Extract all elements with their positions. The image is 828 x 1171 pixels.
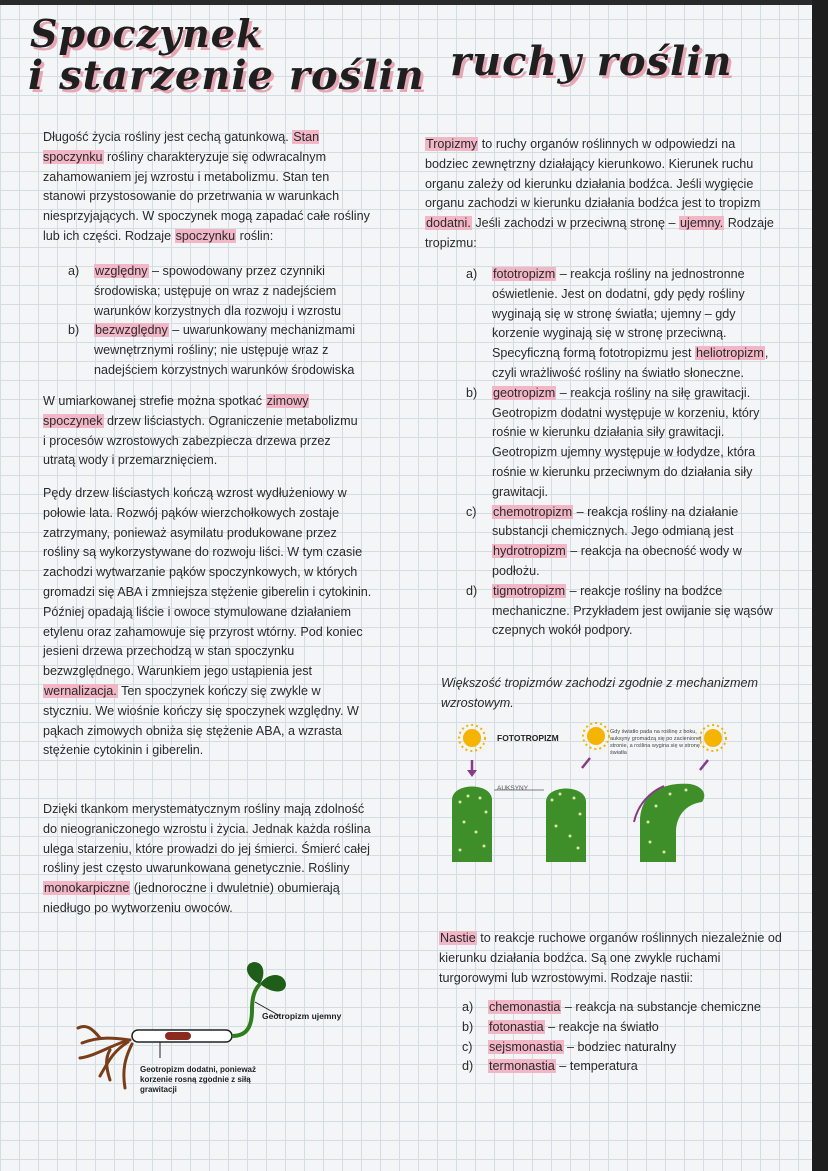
nastie-intro-paragraph: Nastie to reakcje ruchowe organów roślinnych niezależnie od kierunku działania bodźca. Są one zwykle ruchami turgorowymi lub wzrostowymi. Rodzaje nastii: (439, 931, 782, 985)
figure-note: Gdy światło pada na roślinę z boku, auksyny gromadzą się po zacienionej stronie, a roślina wygina się w stronę światła (610, 729, 702, 756)
auxin-label: AUKSYNY (497, 785, 529, 792)
phototropism-figure (450, 722, 750, 867)
roots-drawing (78, 1026, 132, 1088)
geotropism-positive-label: Geotropizm dodatni, ponieważ korzenie rosną zgodnie z siłą grawitacji (140, 1065, 256, 1094)
shoot-auxin-drawing (546, 789, 586, 863)
sun-icon (700, 725, 726, 751)
light-arrow-icon (700, 760, 708, 770)
tropism-intro-paragraph: Tropizmy to ruchy organów roślinnych w odpowiedzi na bodziec zewnętrzny działający kierunkowo. Kierunek ruchu organu zależy od kierunku działania bodźca. Jeśli wygięcie organu zachodzi w kierunku działania bodźca jest to tropizm dodatni. Jeśli zachodzi w przeciwną stronę – ujemny. Rodzaje tropizmu: (425, 137, 774, 250)
list-item: b) geotropizm – reakcja rośliny na siłę grawitacji. Geotropizm dodatni występuje w korzeniu, który rośnie w kierunku działania siły grawitacji. Geotropizm ujemny występuje w łodydze, która rośnie w kierunku przeciwnym do działania siły grawitacji. (466, 385, 760, 499)
list-item: b) fotonastia – reakcje na światło (462, 1019, 659, 1034)
leaves-drawing (247, 962, 286, 992)
stem-drawing (132, 984, 260, 1042)
dormancy-types-list (68, 262, 368, 381)
list-item: c) chemotropizm – reakcja rośliny na działanie substancji chemicznych. Jego odmianą jest hydrotropizm – reakcja na obecność wody w podłożu. (466, 504, 742, 578)
winter-dormancy-paragraph: W umiarkowanej strefie można spotkać zimowy spoczynek drzew liściastych. Ograniczenie metabolizmu i procesów wzrostowych zabezpiecza drzewa przez utratą wody i przemarznięciem. (43, 394, 358, 468)
list-item: a) względny – spowodowany przez czynniki środowiska; ustępuje on wraz z nadejściem warunków korzystnych dla rozwoju i wzrostu (68, 264, 342, 318)
buds-paragraph: Pędy drzew liściastych kończą wzrost wydłużeniowy w połowie lata. Rozwój pąków wierzchołkowych zostaje zatrzymany, ponieważ asymilatu produkowane przez rośliny są wykorzystywane do rozwoju liści. W tym czasie zachodzi wytwarzanie pąków spoczynkowych, w których gromadzi się ABA i zmniejsza stężenie giberelin i cytokinin. Później opadają liście i owoce stymulowane działaniem etylenu oraz zahamowuje się przyrost wtórny. Pod koniec jesieni drzewa przechodzą w stan spoczynku bezwzględnego. Warunkiem jego ustąpienia jest wernalizacja. Ten spoczynek kończy się zwykle w styczniu. We wiośnie kończy się spoczynek względny. W pąkach zimowych obniża się stężenie ABA, a wzrasta stężenie cytokinin i giberelin. (43, 486, 372, 758)
nasties-list (462, 998, 782, 1077)
tropisms-list (466, 265, 776, 641)
list-item: d) termonastia – temperatura (462, 1059, 638, 1074)
list-item: b) bezwzględny – uwarunkowany mechanizmami wewnętrznymi rośliny; nie ustępuje wraz z nadejściem korzystnych warunków środowiska (68, 323, 356, 377)
sun-icon (459, 725, 485, 751)
senescence-paragraph: Dzięki tkankom merystematycznym rośliny mają zdolność do nieograniczonego wzrostu i życia. Jednak każda roślina ulega starzeniu, które prowadzi do jej śmierci. Śmierć całej rośliny jest często uwarunkowana genetycznie. Rośliny monokarpiczne (jednoroczne i dwuletnie) obumierają niedługo po wytworzeniu owoców. (43, 802, 371, 915)
notebook-binding-edge (812, 0, 828, 1171)
mechanism-note: Większość tropizmów zachodzi zgodnie z mechanizmem wzrostowym. (441, 676, 758, 710)
list-item: c) sejsmonastia – bodziec naturalny (462, 1039, 677, 1054)
shoot-straight-drawing (452, 787, 492, 863)
light-arrow-icon (582, 758, 590, 768)
right-title: ruchy roślin (450, 38, 733, 85)
list-item: a) fototropizm – reakcja rośliny na jednostronne oświetlenie. Jest on dodatni, gdy pędy rośliny wyginają się w stronę światła; ujemny – gdy korzenie wyginają się w stronę przeciwną. Specyficzną formą fototropizmu jest heliotropizm, czyli wrażliwość rośliny na światło słoneczne. (466, 267, 769, 380)
list-item: a) chemonastia – reakcja na substancje chemiczne (462, 1000, 761, 1014)
list-item: d) tigmotropizm – reakcje rośliny na bodźce mechaniczne. Przykładem jest owijanie się wąsów czepnych wokół podpory. (466, 583, 773, 638)
intro-paragraph: Długość życia rośliny jest cechą gatunkową. Stan spoczynku rośliny charakteryzuje się odwracalnym zahamowaniem jej wzrostu i metabolizmu. Stan ten stanowi przystosowanie do przetrwania w warunkach niesprzyjających. W spoczynek mogą zapadać całe rośliny lub ich części. Rodzaje spoczynku roślin: (43, 130, 370, 243)
figure-title: FOTOTROPIZM (497, 733, 559, 743)
left-title-line1: Spoczynek (30, 11, 264, 56)
light-arrow-head-icon (467, 770, 477, 777)
page-top-edge (0, 0, 828, 5)
left-title-line2: i starzenie roślin (28, 52, 425, 99)
geotropism-negative-label: Geotropizm ujemny (262, 1011, 342, 1021)
